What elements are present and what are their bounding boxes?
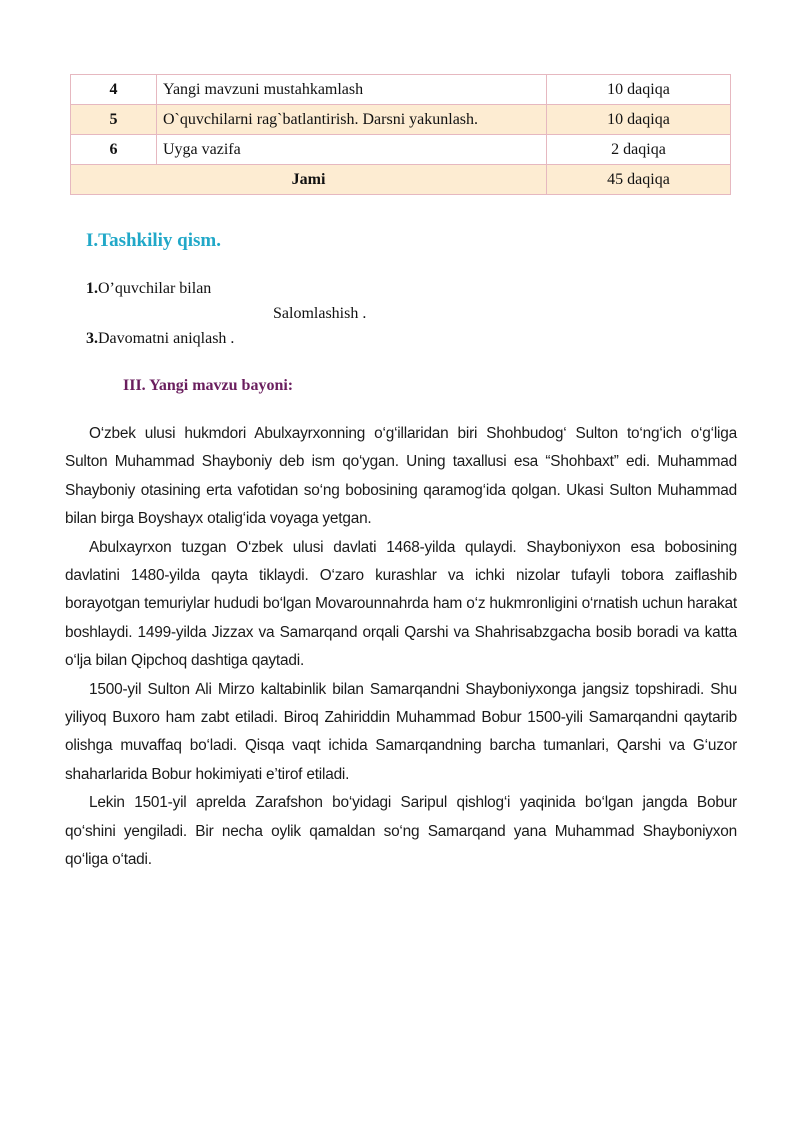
- section-heading: I.Tashkiliy qism.: [86, 230, 222, 251]
- table-row: [71, 105, 731, 135]
- list-item: [86, 280, 211, 298]
- row-time: 10 daqiqa: [547, 105, 731, 135]
- row-number: 5: [71, 105, 157, 135]
- table-row: [71, 135, 731, 165]
- table-row: [71, 75, 731, 105]
- lesson-plan-table: [70, 74, 731, 195]
- row-time: 2 daqiqa: [547, 135, 731, 165]
- list-item-text: O’quvchilar bilan: [98, 280, 212, 297]
- row-number: 6: [71, 135, 157, 165]
- body-paragraph: Abulxayrxon tuzgan O‘zbek ulusi davlati 1468-yilda qulaydi. Shayboniyxon esa bobosining davlatini 1480-yilda qayta tiklaydi. O‘zaro kurashlar va ichki nizolar tufayli tobora zaiflashib borayotgan temuriylar hududi bo‘lgan Movarounnahrda ham o‘z hukmronligini o‘rnatish uchun harakat boshlaydi. 1499-yilda Jizzax va Samarqand orqali Qarshi va Shahrisabzgacha bosib boradi va katta o‘lja bilan Qipchoq dashtiga qaytadi.: [65, 538, 737, 670]
- topic-heading: III. Yangi mavzu bayoni:: [123, 377, 294, 394]
- body-paragraph: Lekin 1501-yil aprelda Zarafshon bo‘yidagi Saripul qishlog‘i yaqinida bo‘lgan jangda Bobur qo‘shini yengiladi. Bir necha oylik qamaldan so‘ng Samarqand yana Muhammad Shayboniyxon qo‘liga o‘tadi.: [65, 794, 737, 869]
- list-item-text: Davomatni aniqlash .: [98, 330, 235, 347]
- row-time: 10 daqiqa: [547, 75, 731, 105]
- list-item-number: 1.: [86, 280, 98, 297]
- topic-body: [65, 420, 737, 875]
- list-item-number: 3.: [86, 330, 98, 347]
- total-time: 45 daqiqa: [547, 165, 731, 195]
- body-paragraph: O‘zbek ulusi hukmdori Abulxayrxonning o‘g‘illaridan biri Shohbudog‘ Sulton to‘ng‘ich o‘g‘liga Sulton Muhammad Shayboniy deb ism qo‘ygan. Uning taxallusi esa “Shohbaxt” edi. Muhammad Shayboniy otasining erta vafotidan so‘ng bobosining qaramog‘ida qolgan. Ukasi Sulton Muhammad bilan birga Boyshayx otalig‘ida voyaga yetgan.: [65, 425, 737, 528]
- list-item-text: Salomlashish .: [273, 305, 367, 322]
- row-description: Uyga vazifa: [157, 135, 547, 165]
- row-number: 4: [71, 75, 157, 105]
- list-item: [86, 330, 234, 348]
- row-description: O`quvchilarni rag`batlantirish. Darsni yakunlash.: [157, 105, 547, 135]
- body-paragraph: 1500-yil Sulton Ali Mirzo kaltabinlik bilan Samarqandni Shayboniyxonga jangsiz topshiradi. Shu yiliyoq Buxoro ham zabt etiladi. Biroq Zahiriddin Muhammad Bobur 1500-yili Samarqandni qaytarib olishga muvaffaq bo‘ladi. Qisqa vaqt ichida Samarqandning barcha tumanlari, Qarshi va G‘uzor shaharlarida Bobur hokimiyati e’tirof etiladi.: [65, 680, 737, 783]
- total-label: Jami: [71, 165, 547, 195]
- table-total-row: [71, 165, 731, 195]
- row-description: Yangi mavzuni mustahkamlash: [157, 75, 547, 105]
